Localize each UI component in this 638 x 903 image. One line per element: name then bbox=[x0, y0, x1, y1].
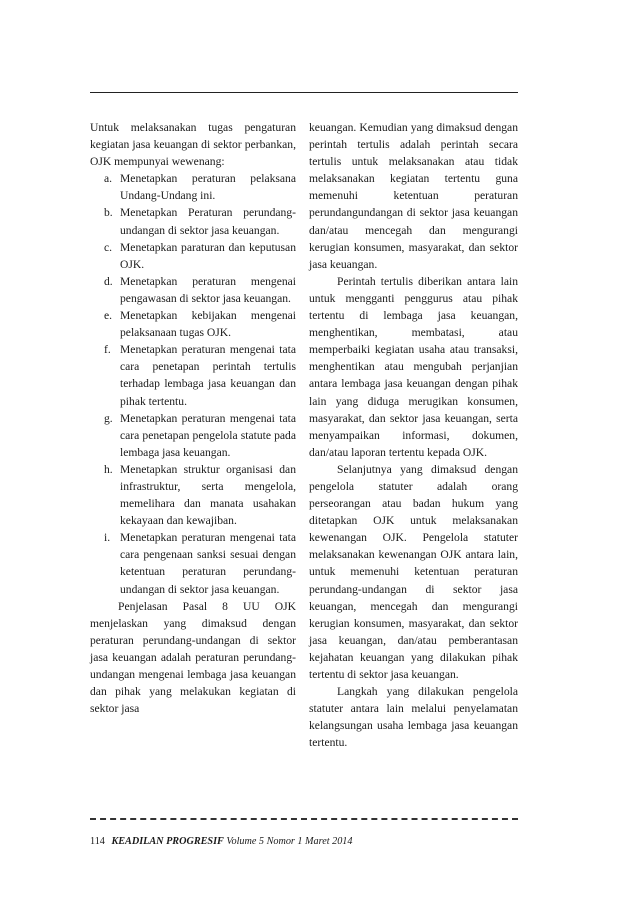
list-marker: i. bbox=[104, 531, 111, 545]
list-item-text: Menetapkan peraturan mengenai tata cara penetapan perintah tertulis terhadap lembaga jasa keuangan dan pihak tertentu. bbox=[120, 343, 296, 408]
authority-list bbox=[90, 170, 296, 597]
list-item-text: Menetapkan kebijakan mengenai pelaksanaan tugas OJK. bbox=[120, 309, 296, 340]
paragraph-order-examples: Perintah tertulis diberikan antara lain untuk mengganti penggurus atau pihak tertentu di lembaga jasa keuangan, menghentikan, membatasi, atau memperbaiki kegiatan usaha atau transaksi, menghentikan atau mengubah perjanjian antara lembaga jasa keuangan dengan pihak lain yang diduga merugikan konsumen, masyarakat, dan sektor jasa keuangan, serta menyampaikan informasi, dokumen, dan/atau laporan tertentu kepada OJK. bbox=[309, 274, 518, 459]
list-item bbox=[90, 307, 296, 341]
list-marker: d. bbox=[104, 274, 113, 288]
left-column bbox=[90, 119, 296, 717]
list-item bbox=[90, 341, 296, 409]
page-footer bbox=[90, 835, 353, 848]
list-item bbox=[90, 461, 296, 529]
list-marker: b. bbox=[104, 206, 113, 220]
paragraph-manager-steps: Langkah yang dilakukan pengelola statuter antara lain melalui penyelamatan kelangsungan usaha lembaga jasa keuangan tertentu. bbox=[309, 685, 518, 750]
list-item bbox=[90, 529, 296, 597]
list-marker: e. bbox=[104, 309, 113, 323]
list-item bbox=[90, 204, 296, 238]
page-number: 114 bbox=[90, 836, 105, 847]
list-marker: h. bbox=[104, 462, 113, 476]
journal-issue: Volume 5 Nomor 1 Maret 2014 bbox=[226, 836, 353, 847]
list-item-text: Menetapkan peraturan pelaksana Undang-Undang ini. bbox=[120, 172, 296, 203]
list-item-text: Menetapkan peraturan mengenai tata cara penetapan pengelola statute pada lembaga jasa keuangan. bbox=[120, 411, 296, 459]
list-item-text: Menetapkan struktur organisasi dan infrastruktur, serta mengelola, memelihara dan manata usahakan kekayaan dan kewajiban. bbox=[120, 462, 296, 528]
journal-name: KEADILAN PROGRESIF bbox=[111, 836, 224, 847]
list-item bbox=[90, 273, 296, 307]
right-column bbox=[309, 119, 518, 751]
header-rule bbox=[90, 92, 518, 93]
list-item bbox=[90, 170, 296, 204]
list-marker: a. bbox=[104, 172, 113, 186]
list-item-text: Menetapkan peraturan mengenai pengawasan di sektor jasa keuangan. bbox=[120, 274, 296, 305]
list-item bbox=[90, 410, 296, 461]
list-item-text: Menetapkan paraturan dan keputusan OJK. bbox=[120, 240, 296, 271]
footer-rule bbox=[90, 818, 518, 820]
list-marker: g. bbox=[104, 411, 113, 425]
list-item-text: Menetapkan peraturan mengenai tata cara pengenaan sanksi sesuai dengan ketentuan peraturan perundang-undangan di sektor jasa keuangan. bbox=[120, 531, 296, 596]
intro-paragraph: Untuk melaksanakan tugas pengaturan kegiatan jasa keuangan di sektor perbankan, OJK mempunyai wewenang: bbox=[90, 121, 296, 169]
closing-paragraph: Penjelasan Pasal 8 UU OJK menjelaskan yang dimaksud dengan peraturan perundang-undangan di sektor jasa keuangan adalah peraturan perundang-undangan mengenai lembaga jasa keuangan dan pihak yang melakukan kegiatan di sektor jasa bbox=[90, 599, 296, 716]
list-marker: c. bbox=[104, 240, 113, 254]
paragraph-statutory-manager: Selanjutnya yang dimaksud dengan pengelola statuter adalah orang perseorangan atau badan hukum yang ditetapkan OJK untuk melaksanakan kewenangan OJK. Pengelola statuter melaksanakan kewenangan OJK antara lain, untuk memenuhi ketentuan peraturan perundang-undangan di sektor jasa keuangan, mencegah dan mengurangi kerugian konsumen, masyarakat, dan sektor jasa keuangan, dan/atau pemberantasan kejahatan keuangan yang dilakukan pihak tertentu di sektor jasa keuangan. bbox=[309, 462, 518, 681]
list-item-text: Menetapkan Peraturan perundang-undangan di sektor jasa keuangan. bbox=[120, 206, 296, 237]
list-marker: f. bbox=[104, 343, 111, 357]
list-item bbox=[90, 239, 296, 273]
paragraph-written-order: keuangan. Kemudian yang dimaksud dengan perintah tertulis adalah perintah secara tertulis untuk melaksanakan atau tidak melaksanakan kegiatan tertentu guna memenuhi ketentuan peraturan perundangundangan di sektor jasa keuangan dan/atau mencegah dan mengurangi kerugian konsumen, masyarakat, dan sektor jasa keuangan. bbox=[309, 121, 518, 271]
